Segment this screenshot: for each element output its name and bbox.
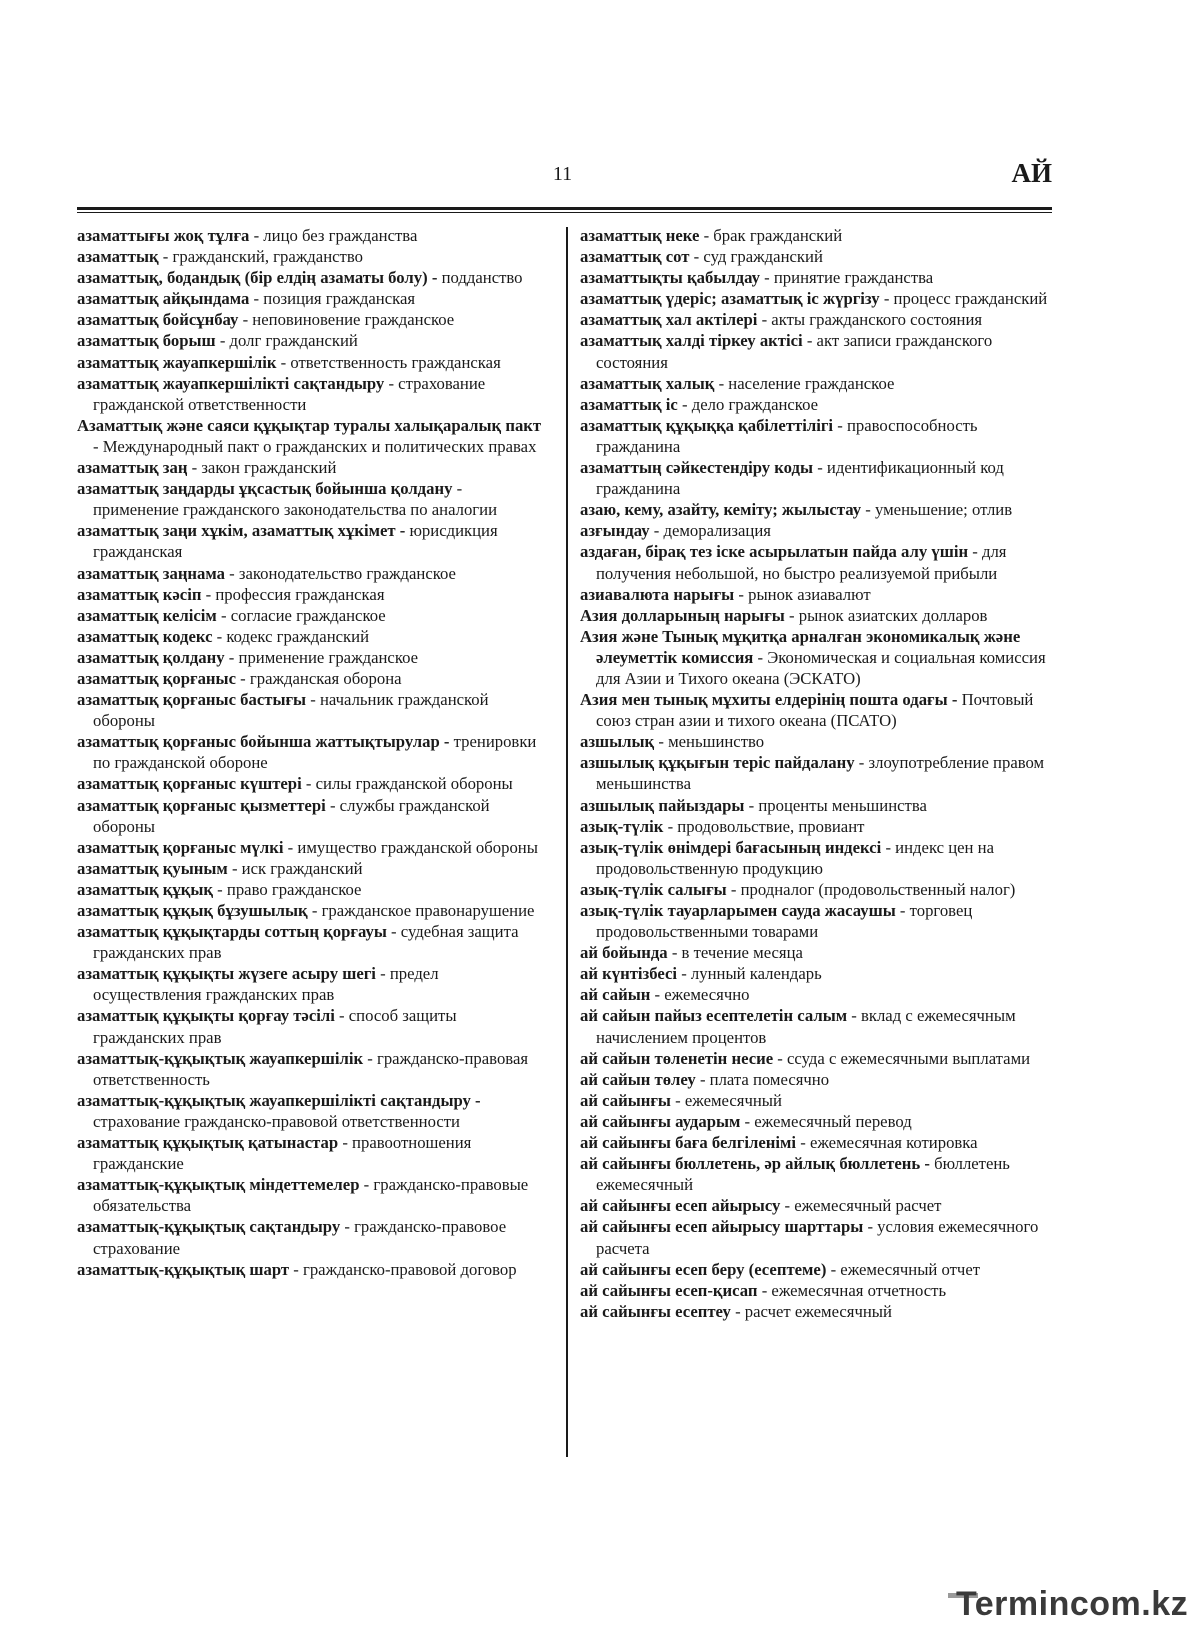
entry-definition: - профессия гражданская xyxy=(201,584,385,604)
dictionary-entry xyxy=(580,457,1055,499)
entry-definition: - закон гражданский xyxy=(187,458,337,478)
entry-definition: - акт записи гражданского состояния xyxy=(596,331,993,372)
entry-definition: - суд гражданский xyxy=(689,247,823,267)
entry-definition: - имущество гражданской обороны xyxy=(283,837,538,857)
dictionary-entry xyxy=(77,1005,549,1047)
dictionary-entry xyxy=(580,1069,1055,1090)
entry-definition: - законодательство гражданское xyxy=(225,563,456,583)
dictionary-entry xyxy=(77,963,549,1005)
dictionary-entry xyxy=(77,921,549,963)
entry-term: азаматтық қорғаныс бойынша жаттықтырулар - xyxy=(77,732,450,752)
entry-term: азаматтық құқықты қорғау тәсілі xyxy=(77,1006,335,1026)
dictionary-entry xyxy=(580,605,1055,626)
dictionary-entry xyxy=(77,1090,549,1132)
entry-definition: - гражданская оборона xyxy=(235,668,402,688)
dictionary-entry xyxy=(580,1259,1055,1280)
dictionary-entry xyxy=(77,689,549,731)
dictionary-entry xyxy=(580,837,1055,879)
dictionary-entry xyxy=(77,267,549,288)
dictionary-entry xyxy=(580,541,1055,583)
entry-term: азаматтық заңи хұкім, азаматтық хұкімет - xyxy=(77,521,406,541)
entry-term: азаматтық қолдану xyxy=(77,647,225,667)
entry-definition: - население гражданское xyxy=(714,373,895,393)
logo-suffix: m.kz xyxy=(1110,1585,1188,1623)
entry-term: азаматтық келісім xyxy=(77,605,217,625)
entry-term: азаматтық құқықты жүзеге асыру шегі xyxy=(77,964,376,984)
page-number: 11 xyxy=(552,163,573,185)
dictionary-entry xyxy=(77,626,549,647)
entry-term: азаматтық құқыққа қабілеттілігі xyxy=(580,415,834,435)
entry-term: ай сайынғы аударым xyxy=(580,1111,741,1131)
dictionary-entry xyxy=(77,246,549,267)
dictionary-entry xyxy=(580,1048,1055,1069)
entry-definition: - ежемесячная котировка xyxy=(796,1133,978,1153)
dictionary-entry xyxy=(77,415,549,457)
entry-term: азық-түлік тауарларымен сауда жасаушы xyxy=(580,901,896,920)
dictionary-entry xyxy=(580,415,1055,457)
entry-term: азаматтық құқықтық қатынастар xyxy=(77,1133,339,1153)
entry-definition: - страхование гражданской ответственности xyxy=(93,373,486,414)
dictionary-entry xyxy=(580,689,1055,731)
entry-definition: - силы гражданской обороны xyxy=(301,774,513,794)
entry-term: азаматтық қуыным xyxy=(77,858,228,878)
entry-term: азаматтық қорғаныс күштері xyxy=(77,774,302,794)
entry-term: азаматтық борыш xyxy=(77,331,216,351)
entry-definition: - правоспособность гражданина xyxy=(596,415,978,456)
entry-definition: бюллетень ежемесячный xyxy=(596,1154,1010,1195)
entry-term: ай сайын төлеу xyxy=(580,1069,696,1089)
dictionary-entry xyxy=(580,731,1055,752)
entry-definition: - продналог (продовольственный налог) xyxy=(726,879,1016,899)
entry-term: Азия және Тынық мұқитқа арналған экономикалық және әлеуметтік комиссия xyxy=(580,626,1021,667)
dictionary-entry xyxy=(580,1132,1055,1153)
entry-term: азаматтық заң xyxy=(77,458,188,478)
entry-definition: - брак гражданский xyxy=(699,226,843,245)
entry-term: ай сайынғы баға белгіленімі xyxy=(580,1133,797,1153)
entry-term: азаматтық жауапкершілік xyxy=(77,352,277,372)
entry-term: азаматтық қорғаныс мүлкі xyxy=(77,837,284,857)
dictionary-entry xyxy=(77,1174,549,1216)
entry-term: азаматтық-құқықтық жауапкершілік xyxy=(77,1048,364,1068)
entry-term: ай сайын xyxy=(580,985,651,1005)
entry-definition: подданство xyxy=(437,268,523,288)
entry-term: азаматтық қорғаныс қызметтері xyxy=(77,795,326,815)
dictionary-entry xyxy=(77,879,549,900)
entry-definition: - уменьшение; отлив xyxy=(861,500,1013,520)
dictionary-entry xyxy=(77,647,549,668)
entry-term: азаматтық құқық бұзушылық xyxy=(77,901,308,920)
dictionary-entry xyxy=(580,626,1055,689)
dictionary-entry xyxy=(580,520,1055,541)
watermark-logo xyxy=(948,1581,1188,1627)
left-column xyxy=(77,225,549,1280)
dictionary-entry xyxy=(580,984,1055,1005)
dictionary-entry xyxy=(580,963,1055,984)
entry-term: азшылық xyxy=(580,732,655,752)
entry-term: Азаматтық және саяси құқықтар туралы халықаралық пакт xyxy=(77,415,542,435)
dictionary-entry xyxy=(580,1301,1055,1322)
entry-term: азаю, кему, азайту, кеміту; жылыстау xyxy=(580,500,862,520)
entry-term: азаматтық қорғаныс xyxy=(77,668,236,688)
entry-term: азаматтық айқындама xyxy=(77,289,250,309)
dictionary-entry xyxy=(77,584,549,605)
entry-definition: - кодекс гражданский xyxy=(212,626,370,646)
entry-term: Азия мен тынық мұхиты елдерінің пошта одағы - xyxy=(580,690,958,710)
dictionary-entry xyxy=(77,858,549,879)
dictionary-entry xyxy=(580,309,1055,330)
entry-definition: - согласие гражданское xyxy=(216,605,386,625)
entry-definition: - акты гражданского состояния xyxy=(757,310,983,330)
dictionary-entry xyxy=(580,879,1055,900)
dictionary-entry xyxy=(580,225,1055,246)
entry-term: азшылық пайыздары xyxy=(580,795,745,815)
running-head: АЙ xyxy=(1011,158,1052,188)
entry-term: ай сайын пайыз есептелетін салым xyxy=(580,1006,848,1026)
entry-term: азаматтық хал актілері xyxy=(580,310,758,330)
dictionary-entry xyxy=(580,795,1055,816)
entry-term: азаматтық үдеріс; азаматтық іс жүргізу xyxy=(580,289,880,309)
entry-definition: - гражданско-правовое страхование xyxy=(93,1217,507,1258)
dictionary-entry xyxy=(77,373,549,415)
entry-definition: Почтовый союз стран азии и тихого океана (ПСАТО) xyxy=(596,690,1034,731)
entry-definition: - принятие гражданства xyxy=(759,268,934,288)
entry-definition: - Международный пакт о гражданских и политических правах xyxy=(93,436,537,456)
dictionary-entry xyxy=(77,520,549,562)
entry-definition: - службы гражданской обороны xyxy=(93,795,490,836)
entry-term: азаматтық жауапкершілікті сақтандыру xyxy=(77,373,385,393)
entry-term: азаматтық сот xyxy=(580,247,690,267)
dictionary-entry xyxy=(77,1259,549,1280)
entry-definition: - судебная защита гражданских прав xyxy=(93,922,519,963)
entry-term: азшылық құқығын теріс пайдалану xyxy=(580,753,855,773)
entry-definition: - для получения небольшой, но быстро реализуемой прибыли xyxy=(596,542,1007,583)
dictionary-entry xyxy=(580,330,1055,372)
entry-term: азаматтық бойсұнбау xyxy=(77,310,239,330)
entry-term: азаматтық халді тіркеу актісі xyxy=(580,331,803,351)
dictionary-entry xyxy=(580,900,1055,942)
entry-term: аздаған, бірақ тез іске асырылатын пайда алу үшін xyxy=(580,542,969,562)
entry-definition: - рынок азиавалют xyxy=(734,584,871,604)
dictionary-entry xyxy=(580,394,1055,415)
entry-definition: - продовольствие, провиант xyxy=(663,816,865,836)
dictionary-entry xyxy=(77,352,549,373)
entry-definition: - лунный календарь xyxy=(677,964,822,984)
dictionary-entry xyxy=(580,1090,1055,1111)
entry-term: азаматтық халық xyxy=(580,373,715,393)
entry-definition: - идентификационный код гражданина xyxy=(596,458,1004,499)
entry-term: азық-түлік салығы xyxy=(580,879,727,899)
entry-term: азаматтың сәйкестендіру коды xyxy=(580,458,814,478)
dictionary-entry xyxy=(580,816,1055,837)
dictionary-entry xyxy=(77,1048,549,1090)
entry-definition: - гражданско-правовая ответственность xyxy=(93,1048,529,1089)
entry-term: азаматтық, бодандық (бір елдің азаматы болу) - xyxy=(77,268,438,288)
entry-term: азаматтық-құқықтық жауапкершілікті сақтандыру - xyxy=(77,1090,481,1110)
dictionary-entry xyxy=(77,837,549,858)
entry-definition: - право гражданское xyxy=(213,879,362,899)
entry-definition: - ссуда с ежемесячными выплатами xyxy=(773,1048,1031,1068)
entry-term: ай сайынғы есептеу xyxy=(580,1301,731,1321)
entry-definition: - злоупотребление правом меньшинства xyxy=(596,753,1045,794)
entry-definition: - ежемесячный расчет xyxy=(780,1196,942,1216)
entry-term: азаматтық заңнама xyxy=(77,563,225,583)
dictionary-entry xyxy=(77,563,549,584)
entry-term: азаматтық кодекс xyxy=(77,626,213,646)
entry-definition: - вклад с ежемесячным начислением процентов xyxy=(596,1006,1016,1047)
dictionary-entry xyxy=(77,330,549,351)
entry-term: ай сайынғы бюллетень, әр айлық бюллетень - xyxy=(580,1154,930,1174)
dictionary-entry xyxy=(580,942,1055,963)
dictionary-entry xyxy=(77,225,549,246)
entry-term: азаматтық xyxy=(77,247,159,267)
entry-definition: - дело гражданское xyxy=(677,394,819,414)
entry-definition: - гражданско-правовые обязательства xyxy=(93,1175,529,1216)
logo-text xyxy=(956,1585,1188,1624)
dictionary-entry xyxy=(580,267,1055,288)
dictionary-entry xyxy=(77,1132,549,1174)
dictionary-entry xyxy=(580,1280,1055,1301)
dictionary-entry xyxy=(580,1195,1055,1216)
entry-definition: - рынок азиатских долларов xyxy=(784,605,988,625)
column-divider xyxy=(566,227,568,1457)
entry-term: азаматтық-құқықтық сақтандыру xyxy=(77,1217,341,1237)
dictionary-entry xyxy=(580,499,1055,520)
entry-definition: - условия ежемесячного расчета xyxy=(596,1217,1039,1258)
dictionary-entry xyxy=(77,1216,549,1258)
dictionary-entry xyxy=(580,373,1055,394)
dictionary-entry xyxy=(77,668,549,689)
dictionary-entry xyxy=(77,457,549,478)
entry-term: ай сайынғы есеп айырысу xyxy=(580,1196,781,1216)
dictionary-entry xyxy=(77,478,549,520)
entry-definition: страхование гражданско-правовой ответственности xyxy=(93,1111,460,1131)
entry-term: азаматтығы жоқ тұлға xyxy=(77,226,250,245)
dictionary-entry xyxy=(77,773,549,794)
entry-term: азық-түлік xyxy=(580,816,664,836)
entry-term: ай сайынғы есеп-қисап xyxy=(580,1280,758,1300)
entry-definition: - Экономическая и социальная комиссия для Азии и Тихого океана (ЭСКАТО) xyxy=(596,647,1046,688)
entry-definition: - меньшинство xyxy=(654,732,765,752)
entry-definition: - проценты меньшинства xyxy=(744,795,927,815)
entry-definition: - ежемесячно xyxy=(650,985,750,1005)
entry-term: ай күнтізбесі xyxy=(580,964,678,984)
entry-term: азаматтық заңдарды ұқсастық бойынша қолдану xyxy=(77,479,453,499)
logo-o: o xyxy=(1089,1585,1111,1623)
entry-definition: - плата помесячно xyxy=(695,1069,830,1089)
entry-definition: - в течение месяца xyxy=(667,943,803,963)
entry-definition: - позиция гражданская xyxy=(249,289,416,309)
dictionary-entry xyxy=(580,584,1055,605)
logo-middle: c xyxy=(1069,1585,1090,1623)
entry-definition: - гражданский, гражданство xyxy=(158,247,363,267)
header-rule-thin xyxy=(77,212,1052,213)
entry-definition: - применение гражданское xyxy=(224,647,419,667)
entry-term: ай бойында xyxy=(580,943,668,963)
logo-prefix: Termin xyxy=(956,1585,1070,1623)
entry-definition: - ежемесячная отчетность xyxy=(757,1280,947,1300)
entry-definition: - гражданское правонарушение xyxy=(307,901,535,920)
entry-term: ай сайынғы есеп беру (есептеме) xyxy=(580,1259,827,1279)
entry-definition: - иск гражданский xyxy=(227,858,363,878)
dictionary-entry xyxy=(580,288,1055,309)
entry-term: азаматтық құқық xyxy=(77,879,213,899)
entry-term: азиавалюта нарығы xyxy=(580,584,735,604)
entry-definition: - ежемесячный xyxy=(670,1090,782,1110)
entry-definition: - лицо без гражданства xyxy=(249,226,418,245)
entry-definition: - гражданско-правовой договор xyxy=(289,1259,517,1279)
dictionary-entry xyxy=(77,731,549,773)
entry-term: азаматтық неке xyxy=(580,226,700,245)
header-rule-thick xyxy=(77,207,1052,210)
entry-definition: - расчет ежемесячный xyxy=(730,1301,892,1321)
entry-definition: - ежемесячный отчет xyxy=(826,1259,981,1279)
dictionary-entry xyxy=(580,752,1055,794)
entry-term: азаматтық құқықтарды соттың қорғауы xyxy=(77,922,387,942)
entry-term: ай сайынғы есеп айырысу шарттары xyxy=(580,1217,864,1237)
entry-definition: - процесс гражданский xyxy=(879,289,1048,309)
entry-definition: - применение гражданского законодательства по аналогии xyxy=(93,479,498,520)
entry-term: азаматтық-құқықтық шарт xyxy=(77,1259,290,1279)
entry-term: ай сайынғы xyxy=(580,1090,671,1110)
entry-term: азаматтықты қабылдау xyxy=(580,268,760,288)
entry-term: азаматтық-құқықтық міндеттемелер xyxy=(77,1175,360,1195)
dictionary-entry xyxy=(580,1111,1055,1132)
entry-definition: - способ защиты гражданских прав xyxy=(93,1006,457,1047)
entry-definition: - долг гражданский xyxy=(215,331,358,351)
entry-term: ай сайын төленетін несие xyxy=(580,1048,774,1068)
entry-definition: - неповиновение гражданское xyxy=(238,310,455,330)
dictionary-entry xyxy=(77,605,549,626)
entry-term: азық-түлік өнімдері бағасының индексі xyxy=(580,837,882,857)
dictionary-entry xyxy=(580,1153,1055,1195)
dictionary-entry xyxy=(77,309,549,330)
entry-definition: - начальник гражданской обороны xyxy=(93,690,489,731)
dictionary-entry xyxy=(77,288,549,309)
entry-definition: - ежемесячный перевод xyxy=(740,1111,912,1131)
entry-definition: - деморализация xyxy=(649,521,771,541)
entry-term: азаматтық кәсіп xyxy=(77,584,202,604)
entry-definition: - предел осуществления гражданских прав xyxy=(93,964,439,1005)
dictionary-entry xyxy=(580,1216,1055,1258)
entry-definition: тренировки по гражданской обороне xyxy=(93,732,537,773)
entry-definition: - торговец продовольственными товарами xyxy=(596,901,973,942)
entry-definition: - индекс цен на продовольственную продукцию xyxy=(596,837,994,878)
right-column xyxy=(580,225,1055,1322)
entry-definition: - правоотношения гражданские xyxy=(93,1133,472,1174)
dictionary-entry xyxy=(77,795,549,837)
entry-term: азаматтық іс xyxy=(580,394,678,414)
entry-term: Азия долларының нарығы xyxy=(580,605,785,625)
entry-definition: юрисдикция гражданская xyxy=(93,521,498,562)
entry-term: азғындау xyxy=(580,521,650,541)
entry-definition: - ответственность гражданская xyxy=(276,352,501,372)
entry-term: азаматтық қорғаныс бастығы xyxy=(77,690,307,710)
dictionary-entry xyxy=(77,900,549,921)
dictionary-entry xyxy=(580,1005,1055,1047)
dictionary-entry xyxy=(580,246,1055,267)
